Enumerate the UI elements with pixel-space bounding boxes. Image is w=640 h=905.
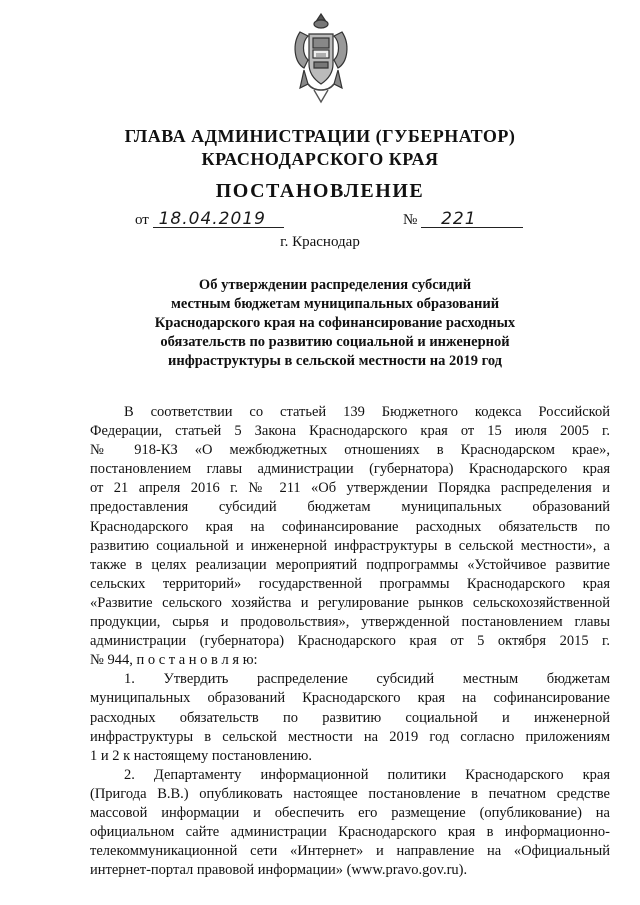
- authority-title-line-2: КРАСНОДАРСКОГО КРАЯ: [201, 149, 439, 169]
- subject-line: Краснодарского края на софинансирование расходных: [154, 315, 516, 331]
- body-line: 2. Департаменту информационной политики Краснодарского края: [124, 766, 610, 783]
- city-label: г. Краснодар: [280, 234, 360, 250]
- body-line: В соответствии со статьей 139 Бюджетного кодекса Российской: [124, 404, 610, 420]
- authority-title-line-1: ГЛАВА АДМИНИСТРАЦИИ (ГУБЕРНАТОР): [124, 126, 516, 146]
- date-prefix: от: [135, 212, 149, 228]
- subject-line: Об утверждении распределения субсидий: [198, 277, 472, 293]
- body-line: от 21 апреля 2016 г. № 211 «Об утверждении Порядка распределения и: [90, 480, 610, 497]
- body-line: Федерации, статьей 5 Закона Краснодарского края от 15 июля 2005 г.: [90, 423, 610, 440]
- handwritten-number: 221: [441, 209, 477, 229]
- body-line: интернет-портал правовой информации» (www.pravo.gov.ru).: [90, 862, 468, 879]
- handwritten-date: 18.04.2019: [158, 209, 266, 229]
- body-line: Краснодарского края на софинансирование расходных обязательств по: [90, 518, 610, 535]
- document-type: ПОСТАНОВЛЕНИЕ: [215, 180, 425, 202]
- body-line: предоставления субсидий бюджетам муниципальных образований: [90, 499, 610, 516]
- body-line: 1 и 2 к настоящему постановлению.: [90, 747, 312, 764]
- decree-subject: [120, 276, 550, 371]
- body-line: (Пригода В.В.) опубликовать настоящее постановление в печатном средстве: [90, 785, 610, 802]
- number-field: [403, 209, 523, 229]
- body-line: массовой информации и обеспечить его размещение (опубликование) на: [90, 804, 610, 821]
- body-line: инфраструктуры в сельской местности на 2019 год согласно приложениям: [90, 728, 610, 745]
- body-line: расходных обязательств по развитию социальной и инженерной: [90, 709, 610, 726]
- date-field: [135, 209, 284, 229]
- decree-body: [90, 403, 610, 880]
- body-line: № 918-КЗ «О межбюджетных отношениях в Краснодарском крае»,: [90, 442, 610, 459]
- body-line: продукции, сырья и продовольствия», утвержденной постановлением главы: [90, 614, 610, 631]
- body-line: телекоммуникационной сети «Интернет» и направление на «Официальный: [90, 843, 610, 860]
- body-line: развитию социальной и инженерной инфраструктуры в сельской местности», а: [90, 537, 610, 554]
- body-line: постановлением главы администрации (губернатора) Краснодарского края: [90, 461, 610, 478]
- body-line: 1. Утвердить распределение субсидий местным бюджетам: [124, 671, 610, 688]
- body-line: муниципальных образований Краснодарского края на софинансирование: [90, 690, 610, 707]
- number-prefix: №: [403, 212, 418, 228]
- subject-line: местным бюджетам муниципальных образований: [170, 296, 500, 312]
- body-line: «Развитие сельского хозяйства и регулирование рынков сельскохозяйственной: [90, 594, 610, 611]
- body-line: администрации (губернатора) Краснодарского края от 5 октября 2015 г.: [90, 633, 610, 650]
- body-line: № 944, п о с т а н о в л я ю:: [90, 652, 258, 669]
- body-line: официальном сайте администрации Краснодарского края в информационно-: [90, 824, 610, 841]
- subject-line: инфраструктуры в сельской местности на 2019 год: [167, 353, 503, 369]
- subject-line: обязательств по развитию социальной и инженерной: [160, 334, 510, 350]
- body-line: сельских территорий» государственной программы Краснодарского края: [90, 575, 610, 592]
- body-line: также в целях реализации мероприятий подпрограммы «Устойчивое развитие: [90, 556, 610, 573]
- coat-of-arms-icon: [290, 10, 352, 110]
